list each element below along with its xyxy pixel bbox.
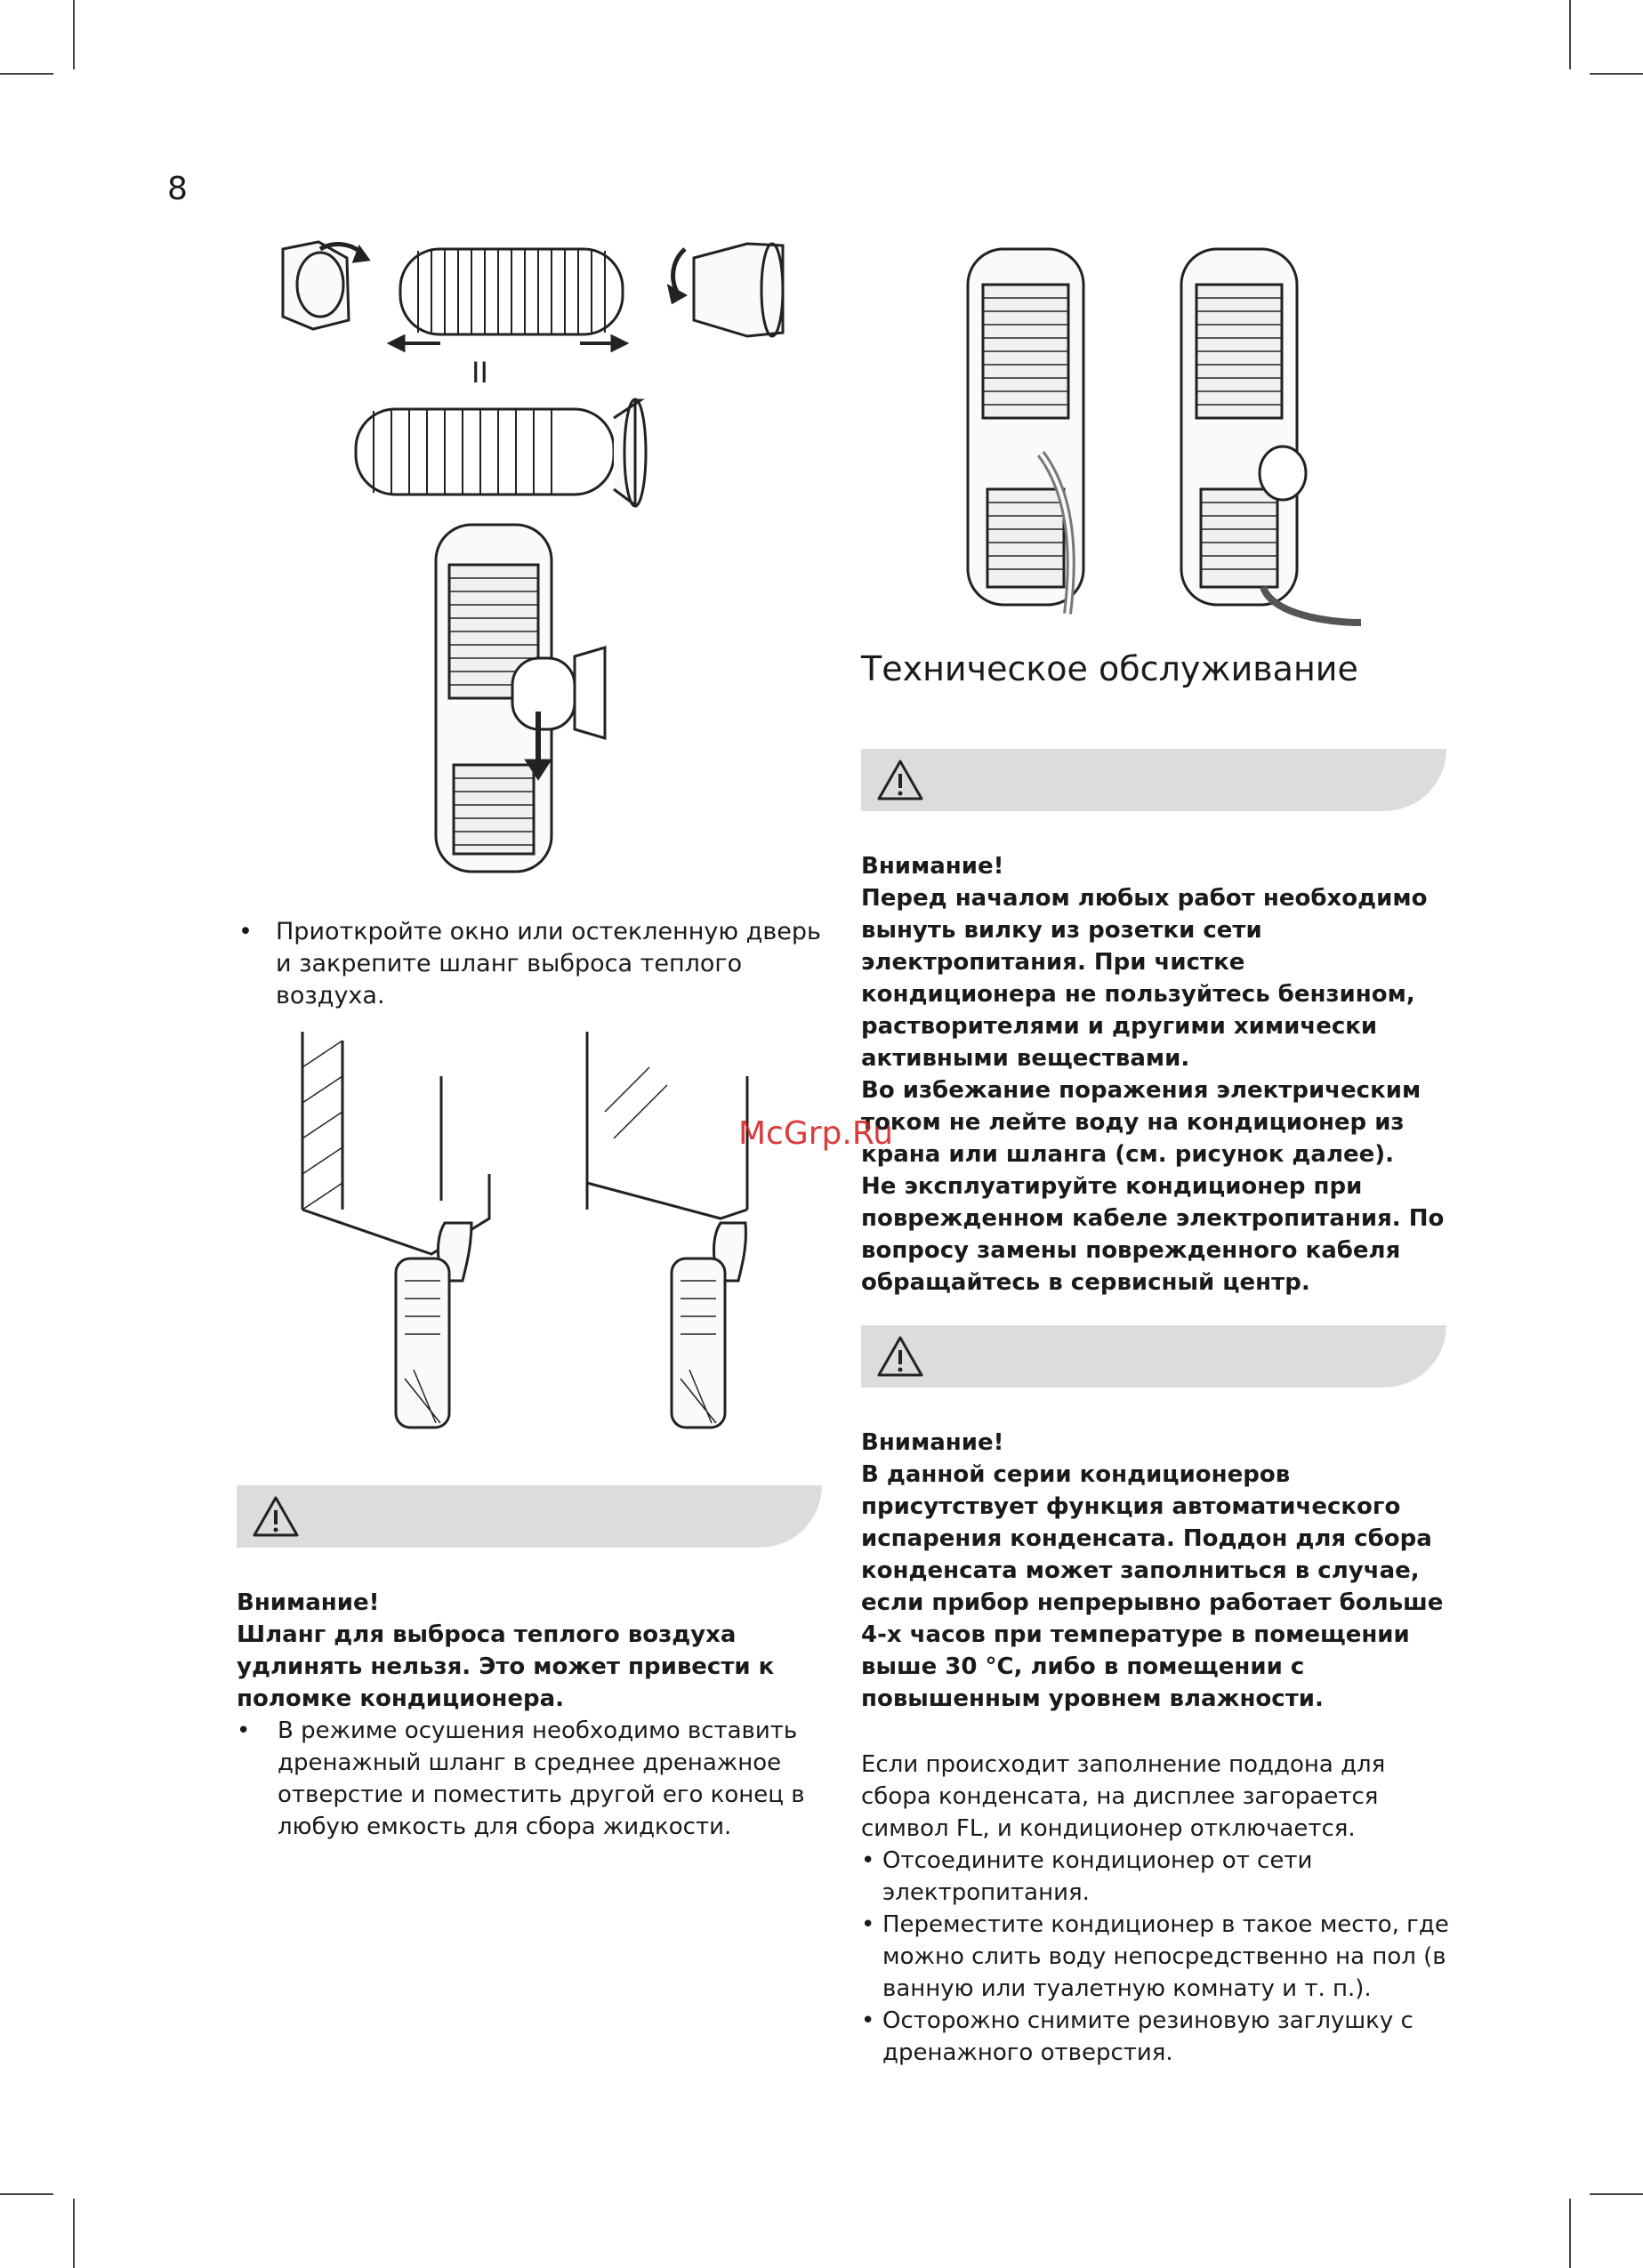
page-number: 8 <box>167 171 188 207</box>
warning-text-block <box>861 1427 1448 1715</box>
bullet-text: В режиме осушения необходимо вставить дренажный шланг в среднее дренажное отверстие и поместить другой его конец в любую емкость для сбора жидкости. <box>278 1717 805 1840</box>
warning-heading: Внимание! <box>237 1589 380 1616</box>
list-item <box>238 916 826 1012</box>
crop-mark <box>1569 2199 1571 2268</box>
warning-paragraph: Во избежание поражения электрическим током не лейте воду на кондиционер из крана или шланга (см. рисунок далее). <box>861 1077 1422 1168</box>
crop-mark <box>73 0 75 69</box>
warning-heading: Внимание! <box>861 853 1004 880</box>
warning-banner <box>237 1485 822 1548</box>
crop-mark <box>1569 0 1571 69</box>
crop-mark <box>73 2199 75 2268</box>
list-item: • Отсоедините кондиционер от сети электропитания. <box>861 1845 1450 1909</box>
warning-text-block <box>861 850 1448 1299</box>
bullet-text: Приоткройте окно или остекленную дверь и закрепите шланг выброса теплого воздуха. <box>276 918 821 1009</box>
warning-paragraph: Не эксплуатируйте кондиционер при поврежденном кабеле электропитания. По вопросу замены поврежденного кабеля обращайтесь в сервисный центр. <box>861 1173 1445 1296</box>
list-item <box>237 1715 824 1843</box>
warning-text-block <box>237 1587 824 1715</box>
warning-heading: Внимание! <box>861 1429 1004 1456</box>
intro-text: Если происходит заполнение поддона для сбора конденсата, на дисплее загорается символ FL, и кондиционер отключается. <box>861 1751 1386 1842</box>
crop-mark <box>0 2193 53 2195</box>
warning-banner <box>861 749 1446 811</box>
maintenance-instructions <box>861 1749 1450 2069</box>
warning-banner <box>861 1325 1446 1387</box>
warning-text: В данной серии кондиционеров присутствует функция автоматического испарения конденсата. Поддон для сбора конденсата может заполниться в случае, если прибор непрерывно работает больше 4-х часов при температуре в помещении выше 30 °С, либо в помещении с повышенным уровнем влажности. <box>861 1461 1444 1712</box>
window-installation-figure <box>294 1032 774 1450</box>
bullet-mark: • <box>238 918 253 945</box>
crop-mark <box>1590 73 1643 75</box>
step-marker: II <box>471 356 488 390</box>
warning-paragraph: Перед началом любых работ необходимо вынуть вилку из розетки сети электропитания. При чистке кондиционера не пользуйтесь бензином, растворителями и другими химически активными веществами. <box>861 885 1428 1072</box>
list-item: • Осторожно снимите резиновую заглушку с дренажного отверстия. <box>861 2005 1450 2069</box>
warning-text: Шланг для выброса теплого воздуха удлинять нельзя. Это может привести к поломке кондиционера. <box>237 1621 775 1712</box>
warning-icon <box>875 758 925 802</box>
crop-mark <box>0 73 53 75</box>
bullet-mark: • <box>237 1717 251 1744</box>
list-item: • Переместите кондиционер в такое место, где можно слить воду непосредственно на пол (в ванную или туалетную комнату и т. п.). <box>861 1909 1450 2005</box>
warning-icon <box>251 1494 301 1539</box>
section-title: Техническое обслуживание <box>861 649 1358 688</box>
hose-assembly-figure <box>267 231 836 889</box>
crop-mark <box>1590 2193 1643 2195</box>
warning-icon <box>875 1334 925 1379</box>
drain-hose-figure <box>952 240 1432 640</box>
watermark: McGrp.Ru <box>738 1115 894 1152</box>
